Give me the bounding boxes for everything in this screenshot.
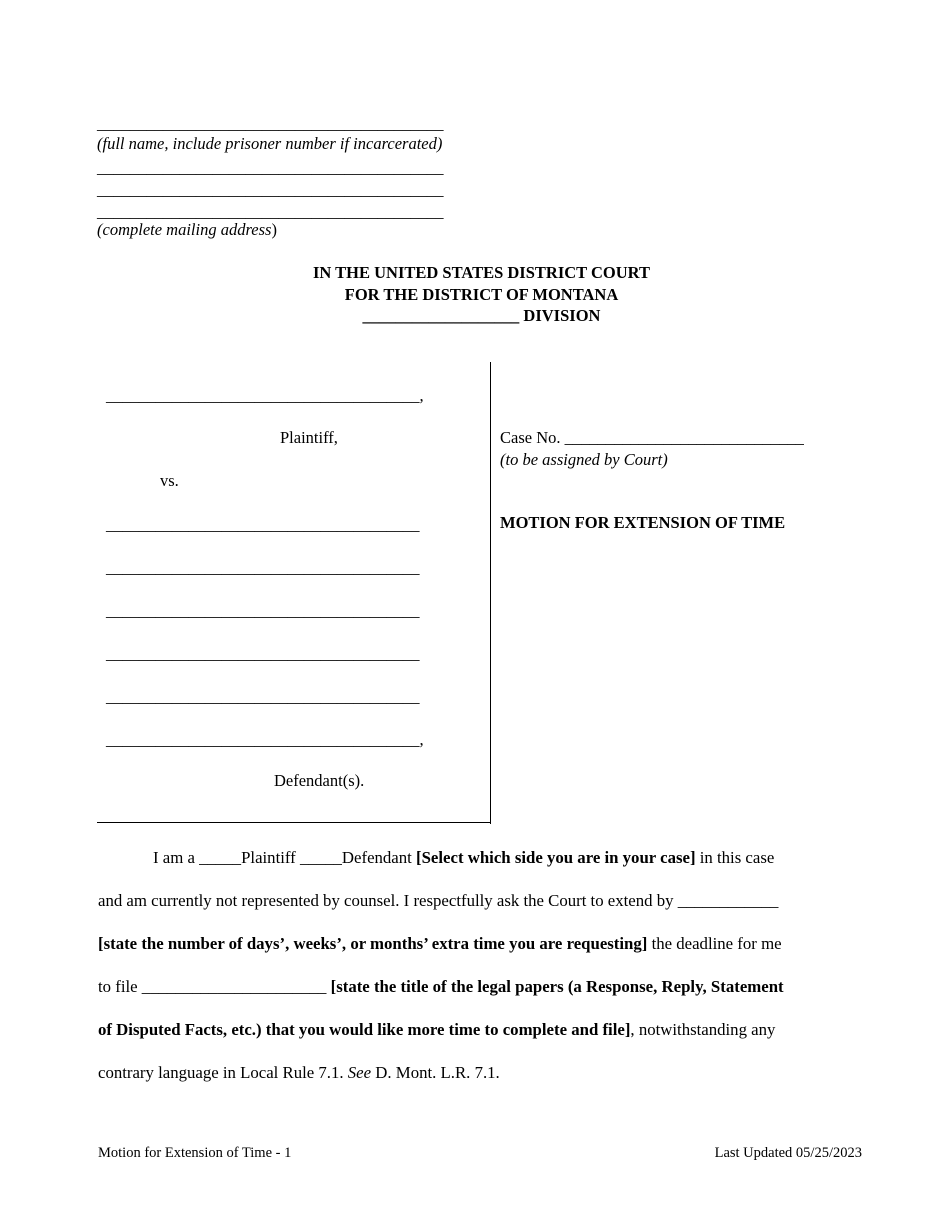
name-caption: (full name, include prisoner number if incarcerated): [97, 134, 443, 153]
body-l5-b: , notwithstanding any: [630, 1020, 776, 1039]
defendant-blank-2[interactable]: ______________________________________: [106, 558, 420, 577]
body-l3-a: [state the number of days’, weeks’, or months’ extra time you are requesting]: [98, 934, 648, 953]
body-line-2[interactable]: and am currently not represented by counsel. I respectfully ask the Court to extend by ____________: [98, 891, 779, 910]
division-line: [0, 306, 950, 326]
vs-label: vs.: [160, 471, 179, 490]
defendant-blank-4[interactable]: ______________________________________: [106, 644, 420, 663]
caption-vertical-divider: [490, 362, 491, 824]
body-line-6: [98, 1051, 868, 1094]
address-caption-text: (complete mailing address: [97, 220, 272, 239]
division-blank[interactable]: ___________________: [362, 306, 520, 325]
body-l1-c: in this case: [695, 848, 775, 867]
defendant-blank-5[interactable]: ______________________________________: [106, 687, 420, 706]
address-blank-3[interactable]: __________________________________________: [97, 202, 444, 221]
motion-title: MOTION FOR EXTENSION OF TIME: [500, 513, 786, 532]
footer-right: Last Updated 05/25/2023: [714, 1145, 862, 1161]
court-header-line1: IN THE UNITED STATES DISTRICT COURT: [312, 263, 650, 282]
case-no-blank[interactable]: _____________________________: [564, 428, 804, 447]
address-caption-close: ): [271, 220, 277, 239]
body-l6-c: D. Mont. L.R. 7.1.: [371, 1063, 500, 1082]
division-label: DIVISION: [519, 306, 601, 325]
motion-body: [98, 836, 868, 1094]
body-line-1: [98, 836, 868, 879]
case-no-label: Case No.: [500, 428, 565, 447]
body-l1-a[interactable]: I am a _____Plaintiff _____Defendant: [153, 848, 417, 867]
defendant-label: Defendant(s).: [274, 771, 365, 790]
address-blank-2[interactable]: __________________________________________: [97, 180, 444, 199]
plaintiff-blank[interactable]: ______________________________________,: [106, 386, 424, 405]
name-blank[interactable]: __________________________________________: [97, 114, 444, 133]
case-no-note: (to be assigned by Court): [500, 450, 668, 469]
defendant-blank-1[interactable]: ______________________________________: [106, 515, 420, 534]
body-l4-a[interactable]: to file ______________________: [98, 977, 331, 996]
case-no: [500, 428, 804, 448]
body-l3-b: the deadline for me: [647, 934, 782, 953]
body-line-4: [98, 965, 868, 1008]
body-l1-b: [Select which side you are in your case]: [416, 848, 696, 867]
body-line-3: [98, 922, 868, 965]
court-header-line2: FOR THE DISTRICT OF MONTANA: [344, 285, 619, 304]
plaintiff-label: Plaintiff,: [280, 428, 338, 447]
body-l6-a: contrary language in Local Rule 7.1.: [98, 1063, 348, 1082]
defendant-blank-6[interactable]: ______________________________________,: [106, 730, 424, 749]
caption-bottom-rule: [97, 822, 491, 823]
address-blank-1[interactable]: __________________________________________: [97, 158, 444, 177]
body-line-5: [98, 1008, 868, 1051]
footer-left: Motion for Extension of Time - 1: [98, 1145, 292, 1161]
defendant-blank-3[interactable]: ______________________________________: [106, 601, 420, 620]
address-caption: [97, 220, 277, 240]
body-l5-a: of Disputed Facts, etc.) that you would like more time to complete and file]: [98, 1020, 631, 1039]
body-l4-b: [state the title of the legal papers (a Response, Reply, Statement: [330, 977, 784, 996]
body-l6-b: See: [347, 1063, 372, 1082]
